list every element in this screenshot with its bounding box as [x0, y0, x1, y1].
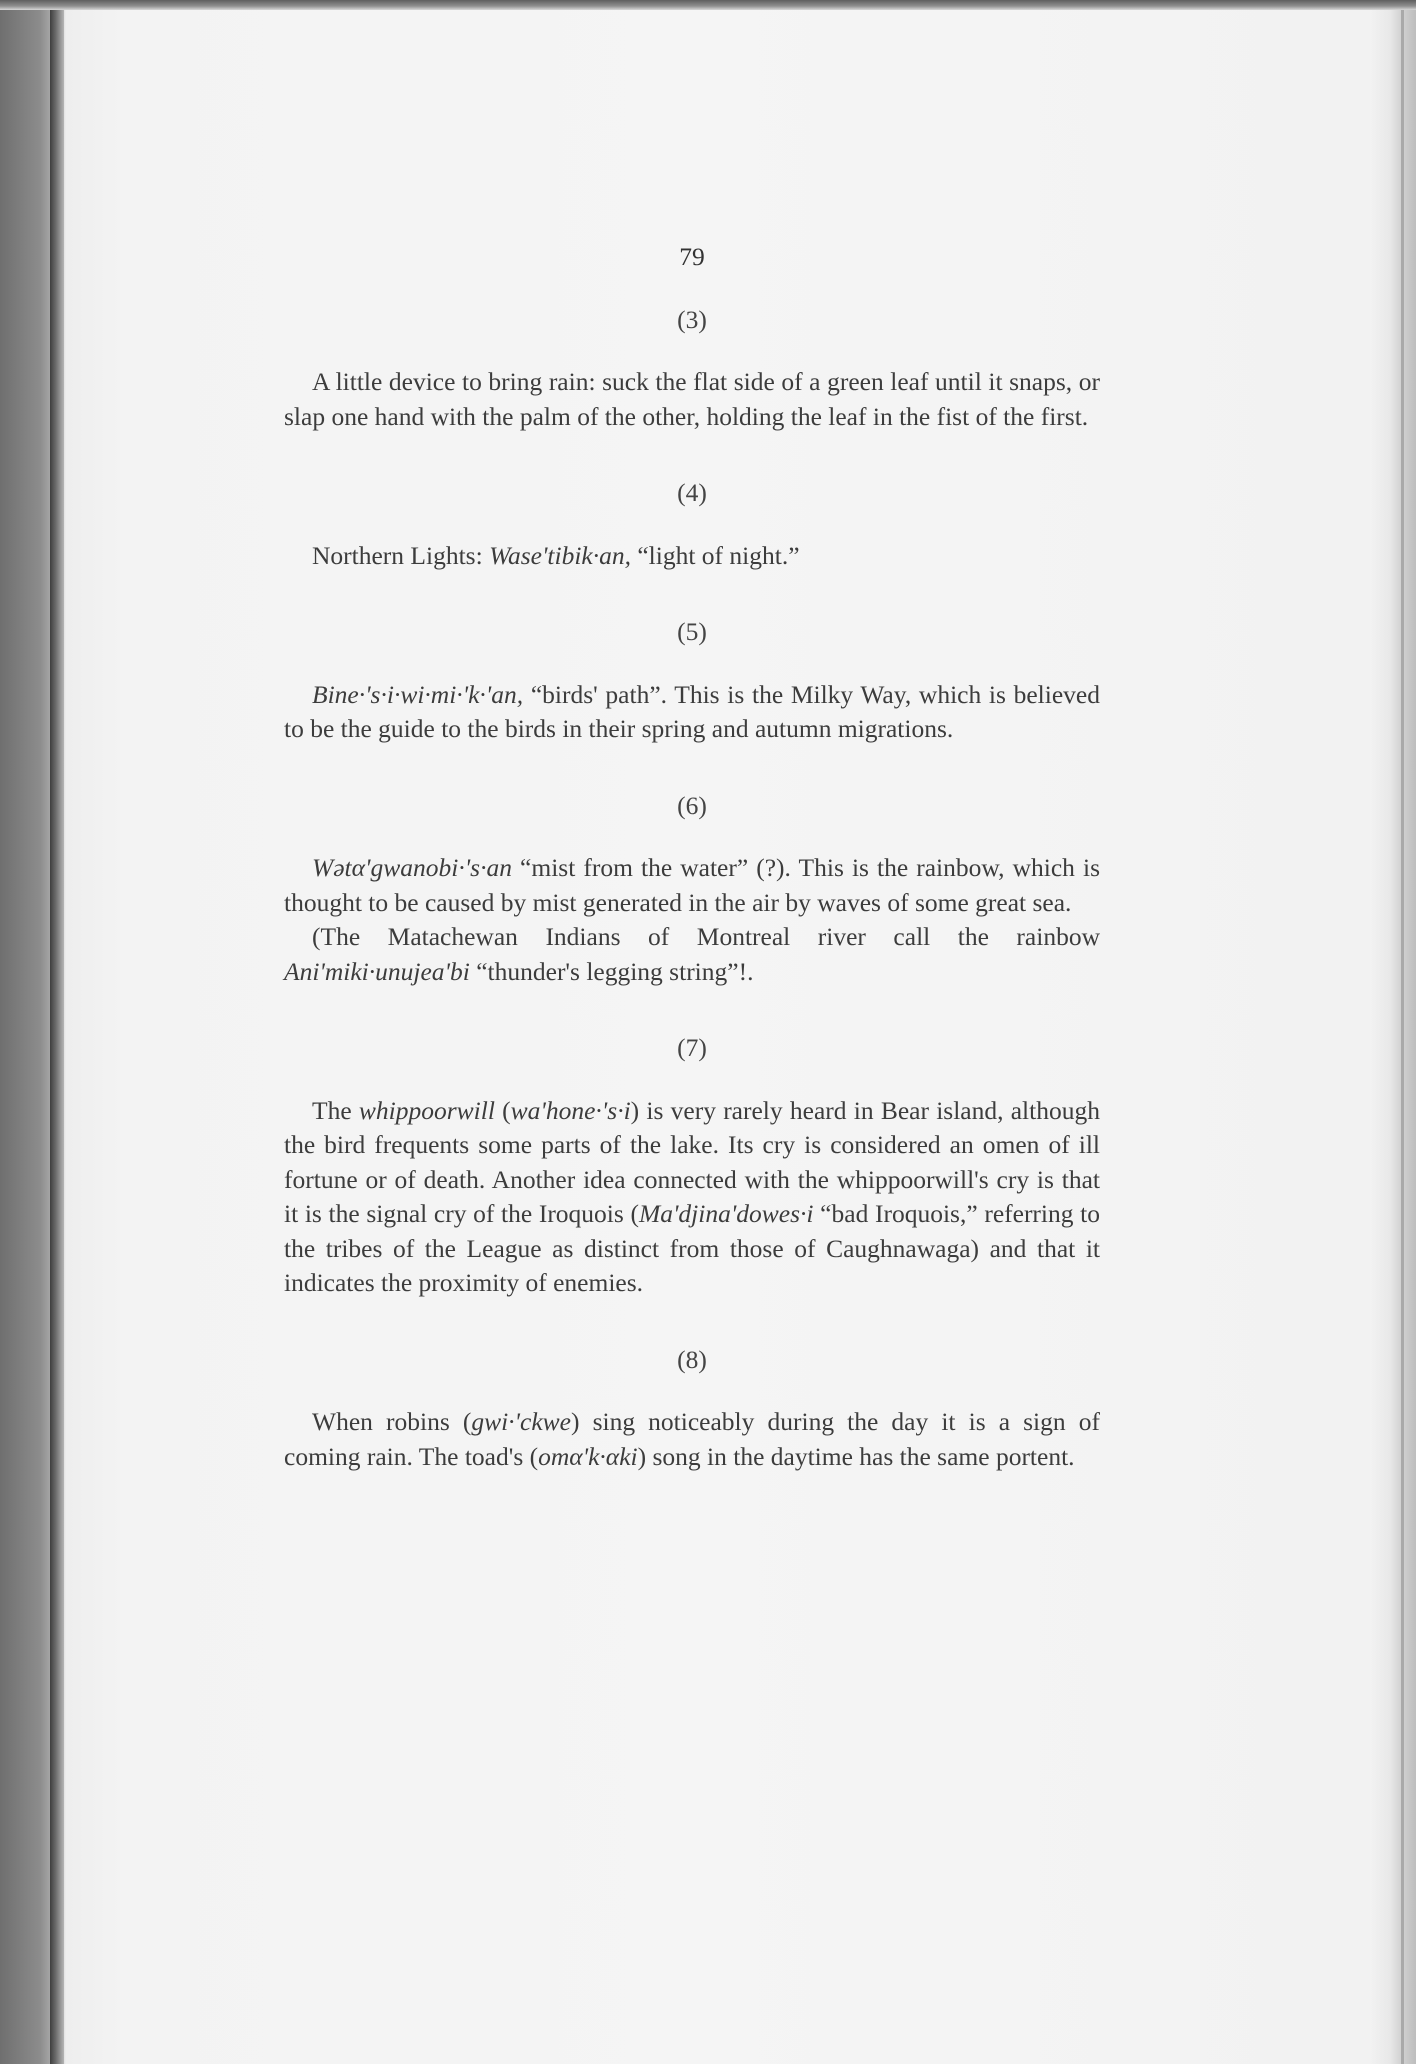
- native-term: omα'k·αki: [538, 1441, 638, 1471]
- native-term: Wətα'gwanobi·'s·an: [312, 853, 512, 882]
- paragraph-text: “mist from the water” (?). This is the rainbow, which is thought to be caused by mist generated in the air by waves of some great sea.: [284, 853, 1100, 917]
- native-term: Bine·'s·i·wi·mi·'k·'an,: [312, 679, 524, 709]
- paragraph-text: (The Matachewan Indians of Montreal river call the rainbow: [312, 922, 1100, 951]
- paragraph-text: The: [312, 1095, 359, 1125]
- native-term: whippoorwill: [358, 1095, 495, 1125]
- native-term: gwi·'ckwe: [471, 1407, 571, 1436]
- paragraph: [284, 851, 1100, 920]
- paragraph-text: Northern Lights:: [312, 540, 490, 570]
- section-number: (3): [677, 304, 707, 334]
- paragraph-text: A little device to bring rain: suck the flat side of a green leaf until it snaps, or slap one hand with the palm of the other, holding the leaf in the fist of the first.: [284, 367, 1100, 431]
- paragraph: [284, 365, 1100, 434]
- paragraph: [284, 1094, 1100, 1301]
- paragraph-text: ) sing noticeably during the day it is a sign of coming rain. The toad's (: [284, 1407, 1100, 1471]
- page-number: 79: [679, 242, 705, 271]
- native-term: Wase'tibik·an,: [489, 540, 631, 570]
- section-number: (8): [677, 1344, 707, 1374]
- native-term: wa'hone·'s·i: [510, 1095, 631, 1125]
- page-right-edge: [1401, 10, 1404, 2064]
- paragraph-text: “thunder's legging string”!.: [469, 956, 754, 986]
- paragraph-text: (: [494, 1095, 511, 1125]
- paragraph-text: “light of night.”: [630, 540, 800, 570]
- paragraph: [284, 1405, 1100, 1474]
- section-number: (5): [677, 617, 707, 646]
- paragraph-text: When robins (: [312, 1407, 472, 1436]
- section-number: (7): [677, 1033, 707, 1062]
- section-number: (4): [677, 478, 707, 507]
- paragraph: [284, 920, 1100, 989]
- page-top-edge: [0, 0, 1416, 10]
- native-term: Ma'djina'dowes·i: [638, 1199, 814, 1228]
- paragraph-text: “bad Iroquois,” referring to the tribes of the League as distinct from those of Caughnawaga) and that it indicates the proximity of enemies.: [284, 1199, 1101, 1297]
- book-binding-edge: [50, 10, 64, 2064]
- paragraph: [284, 678, 1100, 747]
- section-number: (6): [677, 790, 707, 820]
- sections-container: [284, 303, 1100, 1475]
- paragraph-text: ) song in the daytime has the same portent.: [637, 1441, 1075, 1471]
- paragraph: [284, 539, 1100, 574]
- paragraph-text: ) is very rarely heard in Bear island, although the bird frequents some parts of the lake. Its cry is considered an omen of ill fortune or of death. Another idea connected with the whippoorwill's cry is that it is the signal cry of the Iroquois (: [284, 1095, 1100, 1228]
- paragraph-text: “birds' path”. This is the Milky Way, which is believed to be the guide to the birds in their spring and autumn migrations.: [284, 679, 1100, 743]
- native-term: Ani'miki·unujea'bi: [284, 956, 470, 986]
- page-text-block: [284, 240, 1100, 1474]
